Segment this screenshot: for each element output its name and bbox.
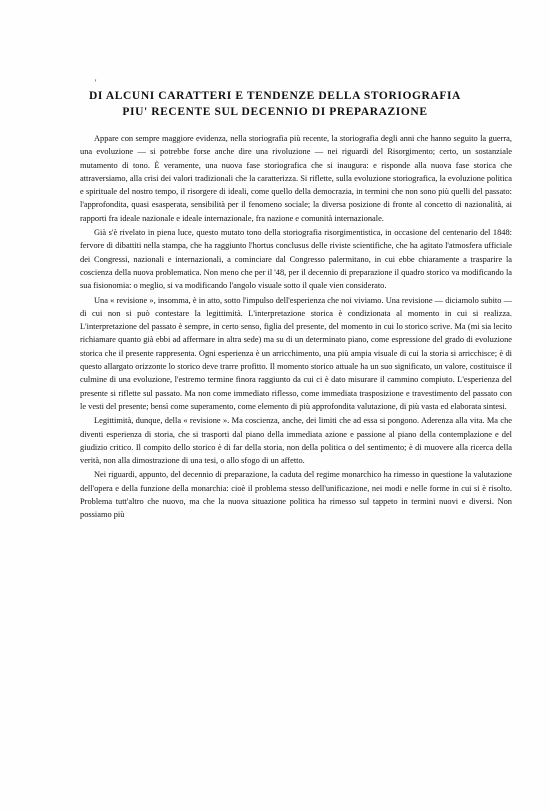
paragraph: Nei riguardi, appunto, del decennio di preparazione, la caduta del regime monarchico ha rimesso in questione la valutazione dell'opera e della funzione della monarchia: cioè il problema stesso dell'unificazione, nei modi e nelle forme in cui si è risolto. Problema tutt'altro che nuovo, ma che la nuova situazione politica ha rimesso sul tappeto in termini nuovi e diversi. Non possiamo più bbox=[80, 470, 512, 520]
article-title bbox=[60, 88, 490, 120]
paragraph: Legittimità, dunque, della « revisione ». Ma coscienza, anche, dei limiti che ad essa si pongono. Aderenza alla vita. Ma che diventi esperienza di storia, che si trasporti dal piano della immediata azione e passione al piano della contemplazione e del giudizio critico. Il compito dello storico è di far della storia, non della politica o del sentimento; è di muovere alla ricerca della verità, non alla dimostrazione di una tesi, o allo sfogo di un affetto. bbox=[80, 416, 512, 466]
paragraph: Già s'è rivelato in piena luce, questo mutato tono della storiografia risorgimentistica, in occasione del centenario del 1848: fervore di dibattiti nella stampa, che ha raggiunto l'hortus conclusus delle riviste scientifiche, che ha agitato l'atmosfera ufficiale dei Congressi, nazionali e internazionali, a cominciare dal Congresso palermitano, in cui ebbe chiaramente a trasparire la coscienza della nuova problematica. Non meno che per il '48, per il decennio di preparazione il quadro storico va modificando la sua fisionomia: o meglio, si va modificando l'angolo visuale sotto il quale vien considerato. bbox=[80, 228, 512, 291]
article-body bbox=[80, 132, 512, 522]
paragraph: Una « revisione », insomma, è in atto, sotto l'impulso dell'esperienza che noi viviamo. Una revisione — diciamolo subito — di cui non si può contestare la legittimità. L'interpretazione storica è condizionata al momento in cui si realizza. L'interpretazione del passato è sempre, in certo senso, figlia del presente, del momento in cui lo storico scrive. Ma (mi sia lecito richiamare quanto già ebbi ad affermare in altra sede) ma su di un determinato piano, come espressione del grado di evoluzione storica che il presente rappresenta. Ogni esperienza è un arricchimento, una più ampia visuale di cui la storia si arricchisce; è di questo allargato orizzonte lo storico deve trarre profitto. Il momento storico attuale ha un suo significato, un valore, costituisce il culmine di una evoluzione, l'estremo termine finora raggiunto da cui ci è dato misurare il cammino compiuto. L'esperienza del presente si riflette sul passato. Ma non come immediato riflesso, come immediata trasposizione e travestimento del passato con le vesti del presente; bensì come superamento, come elemento di più approfondita valutazione, di più vasta ed elaborata sintesi. bbox=[80, 295, 512, 411]
title-line-2: PIU' RECENTE SUL DECENNIO DI PREPARAZIONE bbox=[122, 106, 428, 118]
title-line-1: DI ALCUNI CARATTERI E TENDENZE DELLA STORIOGRAFIA bbox=[89, 90, 461, 102]
page-mark: ' bbox=[95, 78, 97, 87]
paragraph: Appare con sempre maggiore evidenza, nella storiografia più recente, la storiografia degli anni che hanno seguito la guerra, una evoluzione — si potrebbe forse anche dire una rivoluzione — nei riguardi del Risorgimento; certo, un sostanziale mutamento di tono. È veramente, una nuova fase storiografica che si inaugura: e risponde alla nuova fase storica che attraversiamo, alla crisi dei valori tradizionali che la caratterizza. Si riflette, sulla evoluzione storiografica, la evoluzione politica e spirituale del nostro tempo, il risorgere di ideali, come quello della democrazia, in termini che non sono più quelli del passato: l'approfondita, quasi esasperata, sensibilità per il fenomeno sociale; la diversa posizione di fronte al concetto di nazionalità, ai rapporti fra ideale nazionale e ideale internazionale, fra nazione e comunità internazionale. bbox=[80, 134, 512, 223]
